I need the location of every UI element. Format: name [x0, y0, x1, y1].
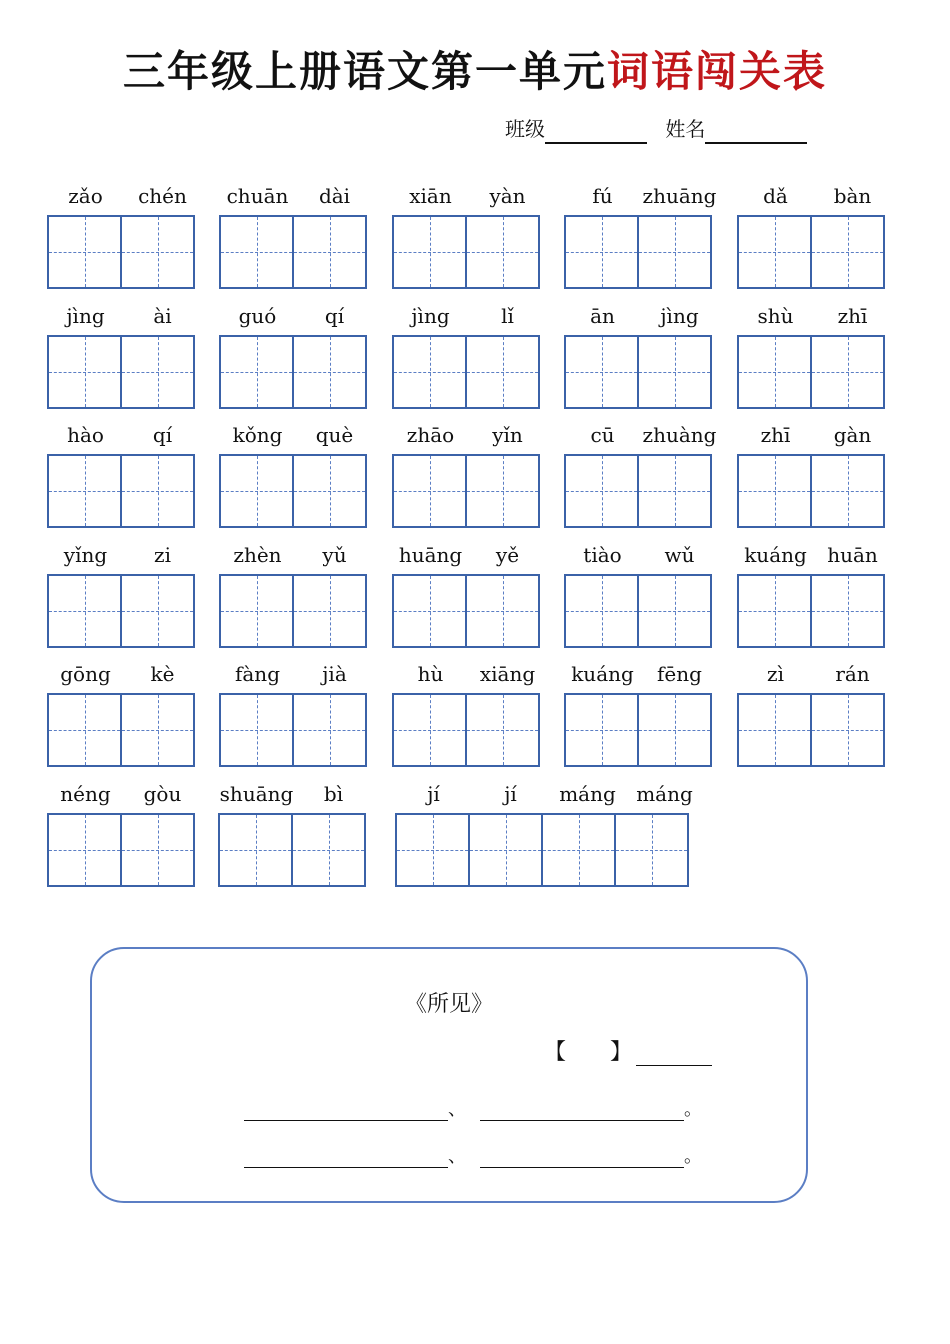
tian-zi-cell[interactable]: [637, 454, 712, 528]
writing-boxes: [47, 215, 193, 289]
pinyin-label: guó: [238, 304, 277, 328]
writing-boxes: [564, 215, 710, 289]
poem-blank[interactable]: [244, 1147, 448, 1168]
tian-zi-cell[interactable]: [392, 693, 467, 767]
pinyin-label: huān: [827, 543, 878, 567]
tian-zi-cell[interactable]: [564, 693, 639, 767]
author-blank[interactable]: [636, 1043, 712, 1066]
pinyin-label: hào: [67, 423, 104, 447]
pinyin-label: néng: [60, 782, 111, 806]
tian-zi-cell[interactable]: [219, 693, 294, 767]
writing-boxes: [219, 335, 365, 409]
writing-boxes: [564, 454, 710, 528]
tian-zi-cell[interactable]: [47, 454, 122, 528]
writing-boxes: [737, 335, 883, 409]
tian-zi-cell[interactable]: [810, 335, 885, 409]
poem-blank[interactable]: [480, 1100, 684, 1121]
tian-zi-cell[interactable]: [637, 335, 712, 409]
tian-zi-cell[interactable]: [465, 693, 540, 767]
pinyin-label: yàn: [489, 184, 526, 208]
pinyin-label: gàn: [833, 423, 872, 447]
pinyin-label: dǎ: [763, 184, 788, 208]
tian-zi-cell[interactable]: [810, 574, 885, 648]
poem-blank[interactable]: [244, 1100, 448, 1121]
pinyin-label: tiào: [583, 543, 622, 567]
tian-zi-cell[interactable]: [810, 215, 885, 289]
poem-box: [90, 947, 808, 1203]
tian-zi-cell[interactable]: [218, 813, 293, 887]
poem-blank[interactable]: [480, 1147, 684, 1168]
tian-zi-cell[interactable]: [737, 215, 812, 289]
pinyin-label: zhuàng: [642, 423, 717, 447]
tian-zi-cell[interactable]: [465, 574, 540, 648]
writing-boxes: [218, 813, 364, 887]
pinyin-label: chuān: [226, 184, 289, 208]
page-title: [0, 44, 950, 100]
pinyin-label: xiāng: [479, 662, 536, 686]
pinyin-label: shuāng: [219, 782, 294, 806]
pinyin-label: dài: [318, 184, 351, 208]
tian-zi-cell[interactable]: [392, 215, 467, 289]
writing-boxes: [737, 574, 883, 648]
title-highlight: 词语闯关表: [607, 47, 828, 96]
tian-zi-cell[interactable]: [219, 454, 294, 528]
tian-zi-cell[interactable]: [120, 215, 195, 289]
tian-zi-cell[interactable]: [564, 215, 639, 289]
pinyin-label: zhèn: [233, 543, 282, 567]
tian-zi-cell[interactable]: [292, 454, 367, 528]
writing-boxes: [47, 813, 193, 887]
tian-zi-cell[interactable]: [395, 813, 470, 887]
writing-boxes: [392, 335, 538, 409]
pinyin-label: fēng: [657, 662, 702, 686]
tian-zi-cell[interactable]: [392, 335, 467, 409]
tian-zi-cell[interactable]: [737, 693, 812, 767]
class-field[interactable]: [545, 116, 647, 144]
pinyin-label: kuáng: [571, 662, 634, 686]
poem-comma: 、: [448, 1099, 466, 1120]
tian-zi-cell[interactable]: [810, 693, 885, 767]
writing-boxes: [219, 215, 365, 289]
writing-boxes: [564, 693, 710, 767]
pinyin-label: qí: [324, 304, 345, 328]
writing-boxes: [47, 335, 193, 409]
poem-comma: 、: [448, 1146, 466, 1167]
writing-boxes: [564, 574, 710, 648]
writing-boxes: [47, 574, 193, 648]
tian-zi-cell[interactable]: [219, 574, 294, 648]
tian-zi-cell[interactable]: [219, 215, 294, 289]
name-field[interactable]: [705, 116, 807, 144]
tian-zi-cell[interactable]: [392, 574, 467, 648]
writing-boxes: [47, 693, 193, 767]
tian-zi-cell[interactable]: [120, 335, 195, 409]
pinyin-label: zhāo: [406, 423, 455, 447]
pinyin-label: yě: [495, 543, 520, 567]
writing-boxes: [737, 454, 883, 528]
pinyin-label: zhuāng: [642, 184, 717, 208]
pinyin-label: máng: [559, 782, 616, 806]
tian-zi-cell[interactable]: [47, 813, 122, 887]
pinyin-label: máng: [636, 782, 693, 806]
writing-boxes: [737, 693, 883, 767]
pinyin-label: fàng: [234, 662, 280, 686]
tian-zi-cell[interactable]: [810, 454, 885, 528]
tian-zi-cell[interactable]: [120, 693, 195, 767]
poem-author: [544, 1035, 712, 1066]
writing-boxes: [219, 574, 365, 648]
pinyin-label: jìng: [66, 304, 105, 328]
pinyin-label: yǐn: [492, 423, 523, 447]
poem-period: 。: [684, 1146, 702, 1167]
tian-zi-cell[interactable]: [465, 454, 540, 528]
pinyin-label: shù: [757, 304, 794, 328]
pinyin-label: què: [315, 423, 354, 447]
pinyin-label: qí: [152, 423, 173, 447]
pinyin-label: zhī: [760, 423, 791, 447]
tian-zi-cell[interactable]: [47, 574, 122, 648]
pinyin-label: cū: [590, 423, 615, 447]
pinyin-label: jí: [427, 782, 440, 806]
tian-zi-cell[interactable]: [120, 454, 195, 528]
writing-boxes: [737, 215, 883, 289]
pinyin-label: fú: [592, 184, 613, 208]
tian-zi-cell[interactable]: [292, 335, 367, 409]
tian-zi-cell[interactable]: [465, 335, 540, 409]
tian-zi-cell[interactable]: [614, 813, 689, 887]
tian-zi-cell[interactable]: [120, 574, 195, 648]
pinyin-label: zi: [154, 543, 171, 567]
pinyin-label: bì: [323, 782, 344, 806]
tian-zi-cell[interactable]: [47, 335, 122, 409]
pinyin-label: jìng: [411, 304, 450, 328]
tian-zi-cell[interactable]: [737, 574, 812, 648]
pinyin-label: xiān: [409, 184, 452, 208]
tian-zi-cell[interactable]: [292, 574, 367, 648]
tian-zi-cell[interactable]: [47, 215, 122, 289]
tian-zi-cell[interactable]: [219, 335, 294, 409]
tian-zi-cell[interactable]: [564, 335, 639, 409]
writing-boxes: [219, 454, 365, 528]
pinyin-label: rán: [835, 662, 870, 686]
writing-boxes: [47, 454, 193, 528]
tian-zi-cell[interactable]: [737, 335, 812, 409]
student-info: [505, 114, 819, 144]
tian-zi-cell[interactable]: [541, 813, 616, 887]
pinyin-label: gòu: [143, 782, 182, 806]
tian-zi-cell[interactable]: [291, 813, 366, 887]
writing-boxes: [395, 813, 687, 887]
writing-boxes: [392, 215, 538, 289]
pinyin-label: zǎo: [68, 184, 103, 208]
tian-zi-cell[interactable]: [47, 693, 122, 767]
writing-boxes: [392, 454, 538, 528]
pinyin-label: hù: [417, 662, 444, 686]
pinyin-label: yǔ: [322, 543, 347, 567]
pinyin-label: zhī: [837, 304, 868, 328]
pinyin-label: ài: [153, 304, 172, 328]
pinyin-label: chén: [138, 184, 187, 208]
pinyin-label: yǐng: [63, 543, 108, 567]
pinyin-label: kǒng: [232, 423, 283, 447]
pinyin-label: jí: [504, 782, 517, 806]
pinyin-label: zì: [767, 662, 784, 686]
name-label: 姓名: [665, 117, 706, 141]
poem-period: 。: [684, 1099, 702, 1120]
pinyin-label: lǐ: [501, 304, 514, 328]
tian-zi-cell[interactable]: [637, 215, 712, 289]
poem-title: 《所见》: [404, 992, 493, 1017]
tian-zi-cell[interactable]: [564, 454, 639, 528]
pinyin-label: wǔ: [664, 543, 695, 567]
tian-zi-cell[interactable]: [637, 574, 712, 648]
tian-zi-cell[interactable]: [292, 693, 367, 767]
tian-zi-cell[interactable]: [392, 454, 467, 528]
pinyin-label: kè: [150, 662, 175, 686]
author-brackets: 【 】: [544, 1040, 633, 1065]
writing-boxes: [219, 693, 365, 767]
pinyin-label: bàn: [833, 184, 872, 208]
title-main: 三年级上册语文第一单元: [122, 47, 607, 96]
pinyin-label: ān: [590, 304, 615, 328]
pinyin-label: kuáng: [744, 543, 807, 567]
class-label: 班级: [505, 117, 545, 141]
tian-zi-cell[interactable]: [120, 813, 195, 887]
tian-zi-cell[interactable]: [468, 813, 543, 887]
writing-boxes: [564, 335, 710, 409]
tian-zi-cell[interactable]: [564, 574, 639, 648]
tian-zi-cell[interactable]: [292, 215, 367, 289]
poem-line-2: [244, 1142, 702, 1168]
tian-zi-cell[interactable]: [637, 693, 712, 767]
tian-zi-cell[interactable]: [465, 215, 540, 289]
tian-zi-cell[interactable]: [737, 454, 812, 528]
poem-line-1: [244, 1095, 702, 1121]
pinyin-label: huāng: [398, 543, 463, 567]
pinyin-label: gōng: [60, 662, 111, 686]
pinyin-label: jìng: [660, 304, 699, 328]
writing-boxes: [392, 693, 538, 767]
writing-boxes: [392, 574, 538, 648]
pinyin-label: jià: [322, 662, 347, 686]
